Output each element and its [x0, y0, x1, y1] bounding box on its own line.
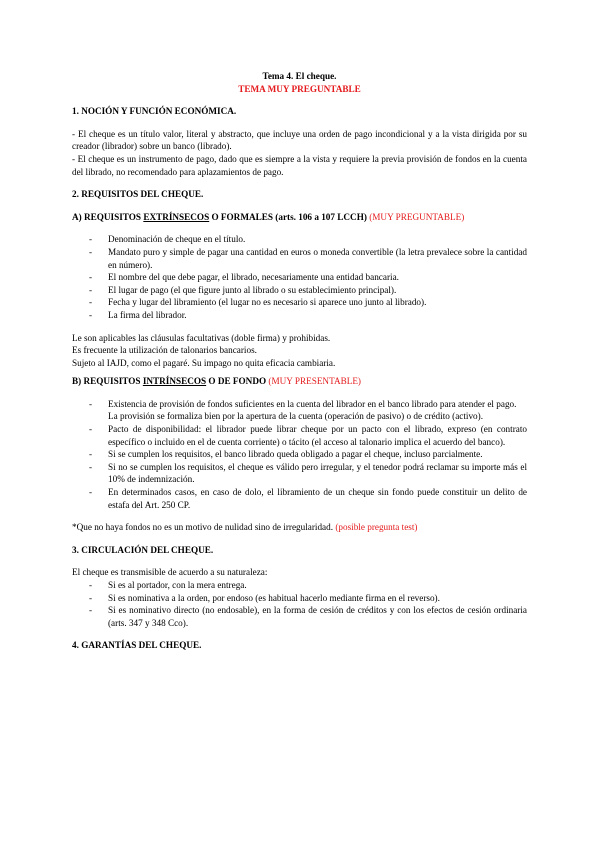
section-2-heading: 2. REQUISITOS DEL CHEQUE. — [72, 189, 204, 200]
requirements-list — [72, 398, 527, 511]
list-item: - El lugar de pago (el que figure junto al librado o su establecimiento principal). — [108, 284, 527, 297]
heading-part: O FORMALES (arts. 106 a 107 LCCH) — [209, 211, 367, 222]
document-page — [72, 70, 527, 652]
list-item — [108, 398, 527, 423]
list-item: - Si es al portador, con la mera entrega. — [108, 579, 527, 592]
requirements-list — [72, 233, 527, 321]
footnote — [72, 521, 527, 534]
list-item: - Fecha y lugar del libramiento (el lugar no es necesario si aparece uno junto al librado). — [108, 296, 527, 309]
heading-underlined: EXTRÍNSECOS — [143, 211, 210, 222]
importance-tag: (MUY PRESENTABLE) — [266, 376, 361, 387]
importance-tag: (MUY PREGUNTABLE) — [366, 211, 465, 222]
list-item-text: Existencia de provisión de fondos suficientes en la cuenta del librador en el banco librado para atender el pago. — [108, 398, 517, 409]
paragraph: - El cheque es un instrumento de pago, dado que es siempre a la vista y requiere la previa provisión de fondos en la cuenta del librado, no recomendado para aplazamientos de pago. — [72, 153, 527, 177]
section-4-heading: 4. GARANTÍAS DEL CHEQUE. — [72, 640, 202, 651]
subsection-b-heading — [72, 375, 527, 388]
section-1-heading: 1. NOCIÓN Y FUNCIÓN ECONÓMICA. — [72, 106, 237, 117]
heading-part: B) REQUISITOS — [72, 376, 143, 387]
section-3-heading: 3. CIRCULACIÓN DEL CHEQUE. — [72, 544, 214, 555]
heading-part: O DE FONDO — [206, 376, 267, 387]
list-item: - Pacto de disponibilidad: el librador puede librar cheque por un pacto con el librado, expreso (en contrato específico o incluido en el de cuenta corriente) o tácito (el acceso al talonario implica el acuerdo del banco). — [108, 423, 527, 448]
heading-underlined: INTRÍNSECOS — [142, 376, 207, 387]
circulation-list — [72, 579, 527, 629]
list-item: - Si se cumplen los requisitos, el banco librado queda obligado a pagar el cheque, incluso parcialmente. — [108, 448, 527, 461]
list-item: - Si es nominativo directo (no endosable), en la forma de cesión de créditos y con los efectos de cesión ordinaria (arts. 347 y 348 Cco). — [108, 604, 527, 629]
list-item: - En determinados casos, en caso de dolo, el libramiento de un cheque sin fondo puede constituir un delito de estafa del Art. 250 CP. — [108, 486, 527, 511]
list-item: - Si es nominativa a la orden, por endoso (es habitual hacerlo mediante firma en el reverso). — [108, 592, 527, 605]
list-item: - La firma del librador. — [108, 309, 527, 322]
list-item-text: La provisión se formaliza bien por la apertura de la cuenta (operación de pasivo) o de crédito (activo). — [108, 411, 483, 422]
paragraph: - El cheque es un título valor, literal y abstracto, que incluye una orden de pago incondicional y a la vista dirigida por su creador (librador) sobre un banco (librado). — [72, 128, 527, 152]
list-item: - Denominación de cheque en el título. — [108, 233, 527, 246]
list-item: - Si no se cumplen los requisitos, el cheque es válido pero irregular, y el tenedor podrá reclamar su importe más el 10% de indemnización. — [108, 461, 527, 486]
paragraph: El cheque es transmisible de acuerdo a su naturaleza: — [72, 567, 268, 578]
list-item: - El nombre del que debe pagar, el librado, necesariamente una entidad bancaria. — [108, 271, 527, 284]
heading-part: A) REQUISITOS — [72, 211, 144, 222]
note-line: Es frecuente la utilización de talonarios bancarios. — [72, 345, 257, 356]
document-title: Tema 4. El cheque. — [262, 71, 337, 81]
list-item: - Mandato puro y simple de pagar una cantidad en euros o moneda convertible (la letra prevalece sobre la cantidad en número). — [108, 246, 527, 271]
note-line: Sujeto al IAJD, como el pagaré. Su impago no quita eficacia cambiaria. — [72, 357, 336, 368]
footnote-text: *Que no haya fondos no es un motivo de nulidad sino de irregularidad. — [72, 522, 334, 533]
importance-tag: (posible pregunta test) — [333, 522, 418, 533]
document-subtitle: TEMA MUY PREGUNTABLE — [238, 83, 361, 94]
subsection-a-heading — [72, 211, 527, 224]
note-line: Le son aplicables las cláusulas facultativas (doble firma) y prohibidas. — [72, 332, 331, 343]
